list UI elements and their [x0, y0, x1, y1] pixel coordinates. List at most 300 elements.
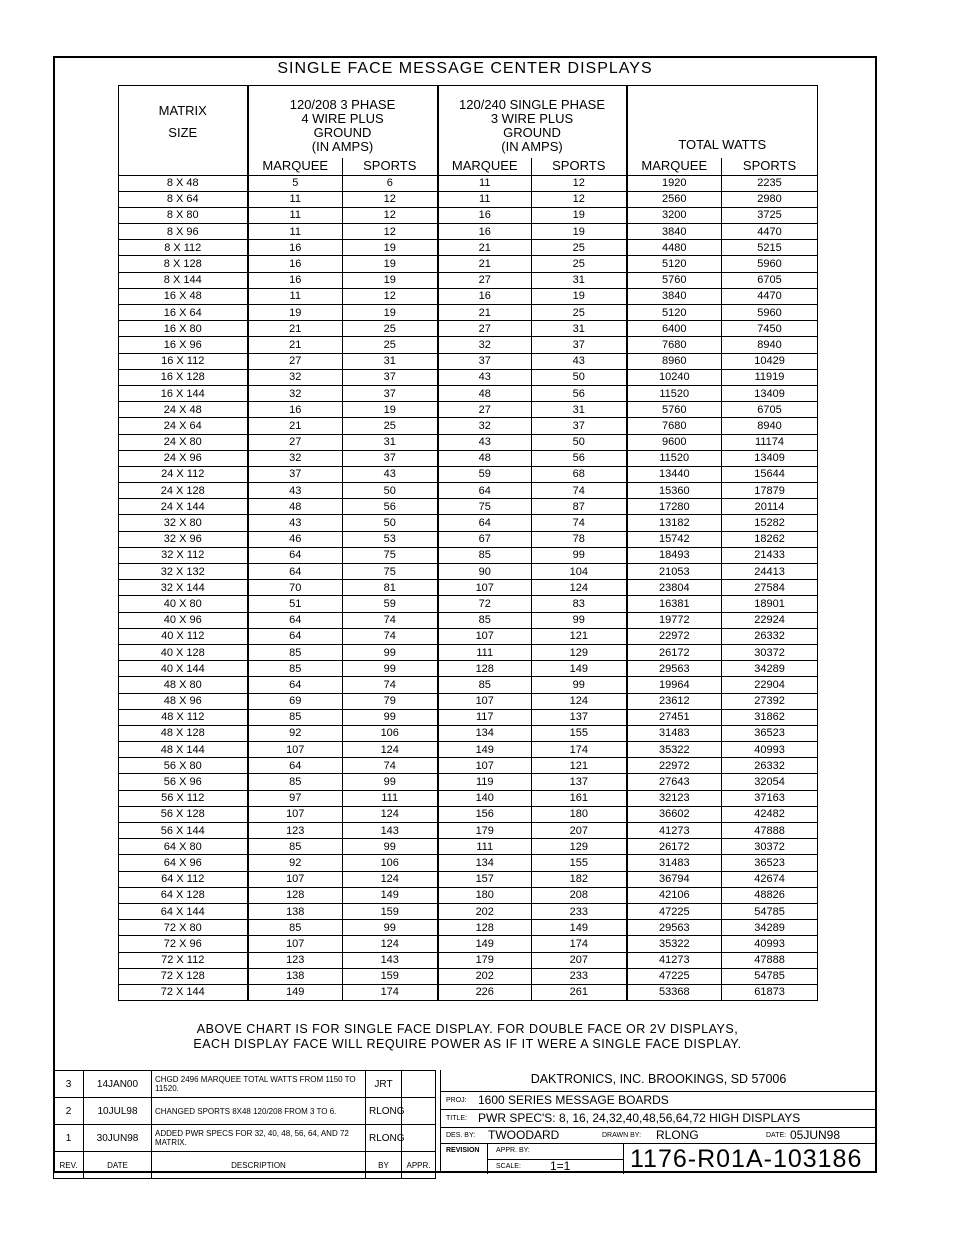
value-cell: 19	[343, 240, 438, 256]
value-cell: 13409	[722, 385, 818, 401]
value-cell: 107	[438, 628, 532, 644]
matrix-size-cell: 32 X 112	[119, 547, 248, 563]
value-cell: 149	[248, 984, 343, 1000]
value-cell: 3840	[627, 288, 722, 304]
table-row	[119, 483, 818, 499]
value-cell: 34289	[722, 920, 818, 936]
value-cell: 61873	[722, 984, 818, 1000]
value-cell: 124	[532, 580, 627, 596]
value-cell: 50	[343, 483, 438, 499]
value-cell: 12	[343, 191, 438, 207]
matrix-size-cell: 64 X 112	[119, 871, 248, 887]
value-cell: 15282	[722, 515, 818, 531]
value-cell: 32	[248, 450, 343, 466]
value-cell: 36602	[627, 806, 722, 822]
value-cell: 87	[532, 499, 627, 515]
matrix-size-cell: 48 X 96	[119, 693, 248, 709]
value-cell: 81	[343, 580, 438, 596]
value-cell: 149	[438, 936, 532, 952]
value-cell: 149	[532, 661, 627, 677]
value-cell: 27	[438, 402, 532, 418]
value-cell: 12	[532, 175, 627, 191]
value-cell: 3725	[722, 207, 818, 223]
value-cell: 90	[438, 564, 532, 580]
matrix-size-header: MATRIX SIZE	[119, 86, 248, 158]
table-row	[119, 709, 818, 725]
matrix-size-cell: 16 X 144	[119, 385, 248, 401]
matrix-size-cell: 8 X 144	[119, 272, 248, 288]
value-cell: 161	[532, 790, 627, 806]
value-cell: 97	[248, 790, 343, 806]
table-row	[119, 175, 818, 191]
table-row	[119, 774, 818, 790]
value-cell: 104	[532, 564, 627, 580]
value-cell: 40993	[722, 936, 818, 952]
value-cell: 11520	[627, 385, 722, 401]
value-cell: 124	[532, 693, 627, 709]
value-cell: 32	[248, 385, 343, 401]
value-cell: 19964	[627, 677, 722, 693]
table-row	[119, 790, 818, 806]
value-cell: 85	[248, 644, 343, 660]
value-cell: 36523	[722, 855, 818, 871]
value-cell: 56	[532, 385, 627, 401]
value-cell: 32	[248, 369, 343, 385]
table-row	[119, 693, 818, 709]
title-block: DAKTRONICS, INC. BROOKINGS, SD 57006 PROJ: 1600 SERIES MESSAGE BOARDS TITLE: PWR SPEC'S: 8, 16, 24,32,40,48,56,64,72 HIGH DISPLAYS DES. BY: TWOODARD DRAWN BY: RLONG DATE: 05JUN98 REVISION APPR. BY: SCALE: 1=1 1176-R01A-103186	[440, 1070, 877, 1173]
value-cell: 31483	[627, 725, 722, 741]
value-cell: 31	[343, 434, 438, 450]
value-cell: 25	[343, 321, 438, 337]
table-row	[119, 272, 818, 288]
revision-appr	[402, 1098, 436, 1125]
value-cell: 16	[248, 272, 343, 288]
value-cell: 31	[343, 353, 438, 369]
value-cell: 5120	[627, 256, 722, 272]
value-cell: 16	[438, 288, 532, 304]
value-cell: 70	[248, 580, 343, 596]
table-row	[119, 725, 818, 741]
table-row	[119, 903, 818, 919]
value-cell: 138	[248, 903, 343, 919]
value-cell: 92	[248, 855, 343, 871]
value-cell: 117	[438, 709, 532, 725]
value-cell: 50	[532, 434, 627, 450]
value-cell: 121	[532, 628, 627, 644]
value-cell: 74	[343, 628, 438, 644]
value-cell: 23804	[627, 580, 722, 596]
value-cell: 16	[438, 224, 532, 240]
value-cell: 5760	[627, 272, 722, 288]
value-cell: 19	[532, 224, 627, 240]
matrix-size-cell: 8 X 48	[119, 175, 248, 191]
value-cell: 54785	[722, 903, 818, 919]
value-cell: 107	[248, 806, 343, 822]
value-cell: 208	[532, 887, 627, 903]
table-row	[119, 596, 818, 612]
date-header: DATE	[84, 1152, 152, 1179]
value-cell: 85	[438, 677, 532, 693]
value-cell: 134	[438, 725, 532, 741]
value-cell: 64	[248, 564, 343, 580]
value-cell: 27	[248, 434, 343, 450]
table-row	[119, 240, 818, 256]
revision-by: RLONG	[366, 1125, 402, 1152]
table-row	[119, 952, 818, 968]
value-cell: 5760	[627, 402, 722, 418]
value-cell: 22904	[722, 677, 818, 693]
value-cell: 2235	[722, 175, 818, 191]
value-cell: 18262	[722, 531, 818, 547]
value-cell: 32054	[722, 774, 818, 790]
value-cell: 31	[532, 272, 627, 288]
value-cell: 42482	[722, 806, 818, 822]
value-cell: 50	[532, 369, 627, 385]
matrix-size-cell: 40 X 144	[119, 661, 248, 677]
value-cell: 106	[343, 855, 438, 871]
value-cell: 43	[532, 353, 627, 369]
revision-row	[54, 1125, 436, 1152]
matrix-size-cell: 72 X 80	[119, 920, 248, 936]
value-cell: 21053	[627, 564, 722, 580]
table-row	[119, 564, 818, 580]
matrix-size-cell: 48 X 128	[119, 725, 248, 741]
value-cell: 27	[438, 272, 532, 288]
table-row	[119, 531, 818, 547]
value-cell: 16	[248, 256, 343, 272]
drawing-title: PWR SPEC'S: 8, 16, 24,32,40,48,56,64,72 HIGH DISPLAYS	[478, 1111, 801, 1125]
value-cell: 29563	[627, 661, 722, 677]
matrix-size-cell: 8 X 128	[119, 256, 248, 272]
total-watts-header: TOTAL WATTS	[627, 86, 818, 158]
value-cell: 119	[438, 774, 532, 790]
value-cell: 54785	[722, 968, 818, 984]
value-cell: 36794	[627, 871, 722, 887]
value-cell: 182	[532, 871, 627, 887]
value-cell: 174	[532, 936, 627, 952]
value-cell: 137	[532, 774, 627, 790]
value-cell: 19	[343, 305, 438, 321]
value-cell: 72	[438, 596, 532, 612]
value-cell: 48826	[722, 887, 818, 903]
value-cell: 124	[343, 742, 438, 758]
value-cell: 180	[438, 887, 532, 903]
value-cell: 75	[343, 547, 438, 563]
matrix-size-cell: 32 X 144	[119, 580, 248, 596]
table-row	[119, 823, 818, 839]
power-spec-table	[118, 85, 818, 1001]
value-cell: 47888	[722, 823, 818, 839]
value-cell: 261	[532, 984, 627, 1000]
value-cell: 5215	[722, 240, 818, 256]
value-cell: 11	[438, 175, 532, 191]
value-cell: 202	[438, 903, 532, 919]
table-row	[119, 920, 818, 936]
value-cell: 106	[343, 725, 438, 741]
value-cell: 123	[248, 823, 343, 839]
matrix-size-cell: 48 X 80	[119, 677, 248, 693]
value-cell: 7450	[722, 321, 818, 337]
matrix-size-cell: 40 X 128	[119, 644, 248, 660]
value-cell: 47225	[627, 903, 722, 919]
value-cell: 13440	[627, 466, 722, 482]
matrix-size-cell: 16 X 112	[119, 353, 248, 369]
value-cell: 59	[343, 596, 438, 612]
value-cell: 180	[532, 806, 627, 822]
value-cell: 35322	[627, 936, 722, 952]
value-cell: 107	[248, 871, 343, 887]
value-cell: 157	[438, 871, 532, 887]
value-cell: 37	[343, 450, 438, 466]
value-cell: 27	[438, 321, 532, 337]
value-cell: 59	[438, 466, 532, 482]
value-cell: 15644	[722, 466, 818, 482]
value-cell: 128	[248, 887, 343, 903]
value-cell: 3840	[627, 224, 722, 240]
matrix-size-cell: 24 X 112	[119, 466, 248, 482]
value-cell: 43	[438, 434, 532, 450]
value-cell: 85	[248, 774, 343, 790]
value-cell: 30372	[722, 839, 818, 855]
scale-value: 1=1	[550, 1159, 571, 1173]
value-cell: 53	[343, 531, 438, 547]
table-row	[119, 466, 818, 482]
value-cell: 11	[438, 191, 532, 207]
table-row	[119, 677, 818, 693]
matrix-size-cell: 32 X 132	[119, 564, 248, 580]
value-cell: 19	[343, 256, 438, 272]
value-cell: 2980	[722, 191, 818, 207]
value-cell: 22924	[722, 612, 818, 628]
value-cell: 35322	[627, 742, 722, 758]
value-cell: 37	[532, 337, 627, 353]
table-row	[119, 337, 818, 353]
value-cell: 23612	[627, 693, 722, 709]
revision-appr	[402, 1125, 436, 1152]
matrix-size-cell: 64 X 80	[119, 839, 248, 855]
value-cell: 137	[532, 709, 627, 725]
matrix-size-cell: 16 X 80	[119, 321, 248, 337]
value-cell: 19	[343, 272, 438, 288]
matrix-size-cell: 40 X 80	[119, 596, 248, 612]
value-cell: 74	[532, 483, 627, 499]
matrix-size-cell: 8 X 64	[119, 191, 248, 207]
value-cell: 11	[248, 288, 343, 304]
value-cell: 179	[438, 823, 532, 839]
matrix-size-cell: 48 X 112	[119, 709, 248, 725]
value-cell: 11	[248, 191, 343, 207]
table-row	[119, 369, 818, 385]
table-row	[119, 288, 818, 304]
value-cell: 140	[438, 790, 532, 806]
table-row	[119, 547, 818, 563]
table-row	[119, 207, 818, 223]
table-row	[119, 450, 818, 466]
matrix-size-cell: 72 X 128	[119, 968, 248, 984]
value-cell: 21	[438, 305, 532, 321]
value-cell: 64	[248, 677, 343, 693]
drawing-number: 1176-R01A-103186	[630, 1145, 863, 1173]
revision-row	[54, 1098, 436, 1125]
value-cell: 48	[248, 499, 343, 515]
table-row	[119, 887, 818, 903]
value-cell: 21	[248, 337, 343, 353]
revision-desc: ADDED PWR SPECS FOR 32, 40, 48, 56, 64, AND 72 MATRIX.	[152, 1125, 366, 1152]
table-row	[119, 968, 818, 984]
value-cell: 51	[248, 596, 343, 612]
value-cell: 43	[248, 515, 343, 531]
matrix-size-cell: 56 X 144	[119, 823, 248, 839]
value-cell: 79	[343, 693, 438, 709]
marquee-header: MARQUEE	[627, 158, 722, 176]
value-cell: 10240	[627, 369, 722, 385]
value-cell: 37	[248, 466, 343, 482]
value-cell: 31483	[627, 855, 722, 871]
value-cell: 50	[343, 515, 438, 531]
table-row	[119, 515, 818, 531]
value-cell: 207	[532, 823, 627, 839]
value-cell: 75	[343, 564, 438, 580]
value-cell: 5120	[627, 305, 722, 321]
table-row	[119, 742, 818, 758]
value-cell: 149	[343, 887, 438, 903]
value-cell: 8940	[722, 418, 818, 434]
value-cell: 41273	[627, 952, 722, 968]
value-cell: 13182	[627, 515, 722, 531]
value-cell: 64	[248, 612, 343, 628]
value-cell: 25	[532, 256, 627, 272]
table-row	[119, 628, 818, 644]
marquee-header: MARQUEE	[438, 158, 532, 176]
by-header: BY	[366, 1152, 402, 1179]
value-cell: 78	[532, 531, 627, 547]
value-cell: 11174	[722, 434, 818, 450]
value-cell: 5960	[722, 305, 818, 321]
value-cell: 124	[343, 871, 438, 887]
matrix-size-cell: 64 X 144	[119, 903, 248, 919]
revision-by: JRT	[366, 1071, 402, 1098]
matrix-size-cell: 64 X 96	[119, 855, 248, 871]
value-cell: 43	[248, 483, 343, 499]
value-cell: 12	[343, 288, 438, 304]
matrix-size-cell: 40 X 112	[119, 628, 248, 644]
group-120-240-header: 120/240 SINGLE PHASE 3 WIRE PLUS GROUND (IN AMPS)	[438, 86, 627, 158]
value-cell: 107	[438, 758, 532, 774]
value-cell: 19	[343, 402, 438, 418]
value-cell: 99	[343, 839, 438, 855]
value-cell: 85	[248, 709, 343, 725]
table-row	[119, 612, 818, 628]
value-cell: 143	[343, 823, 438, 839]
matrix-size-cell: 8 X 112	[119, 240, 248, 256]
value-cell: 27643	[627, 774, 722, 790]
value-cell: 22972	[627, 758, 722, 774]
table-row	[119, 936, 818, 952]
value-cell: 40993	[722, 742, 818, 758]
value-cell: 111	[438, 644, 532, 660]
table-row	[119, 871, 818, 887]
matrix-size-cell: 16 X 64	[119, 305, 248, 321]
matrix-size-cell: 16 X 96	[119, 337, 248, 353]
value-cell: 56	[532, 450, 627, 466]
value-cell: 11	[248, 207, 343, 223]
matrix-size-cell: 16 X 48	[119, 288, 248, 304]
value-cell: 17879	[722, 483, 818, 499]
value-cell: 43	[343, 466, 438, 482]
value-cell: 99	[343, 774, 438, 790]
matrix-size-cell: 16 X 128	[119, 369, 248, 385]
matrix-size-cell: 32 X 80	[119, 515, 248, 531]
value-cell: 233	[532, 903, 627, 919]
value-cell: 25	[532, 240, 627, 256]
value-cell: 24413	[722, 564, 818, 580]
value-cell: 111	[438, 839, 532, 855]
value-cell: 64	[438, 515, 532, 531]
value-cell: 159	[343, 968, 438, 984]
value-cell: 143	[343, 952, 438, 968]
value-cell: 36523	[722, 725, 818, 741]
value-cell: 25	[343, 418, 438, 434]
value-cell: 155	[532, 855, 627, 871]
table-row	[119, 434, 818, 450]
value-cell: 149	[532, 920, 627, 936]
table-row	[119, 499, 818, 515]
designed-by: TWOODARD	[488, 1128, 560, 1142]
value-cell: 156	[438, 806, 532, 822]
page-title: SINGLE FACE MESSAGE CENTER DISPLAYS	[277, 60, 653, 77]
value-cell: 18493	[627, 547, 722, 563]
value-cell: 85	[248, 920, 343, 936]
value-cell: 74	[343, 612, 438, 628]
value-cell: 99	[343, 661, 438, 677]
matrix-size-cell: 64 X 128	[119, 887, 248, 903]
revision-row	[54, 1071, 436, 1098]
value-cell: 16	[248, 240, 343, 256]
value-cell: 26172	[627, 839, 722, 855]
value-cell: 138	[248, 968, 343, 984]
matrix-size-cell: 24 X 48	[119, 402, 248, 418]
value-cell: 107	[248, 742, 343, 758]
matrix-size-cell: 72 X 96	[119, 936, 248, 952]
value-cell: 4470	[722, 224, 818, 240]
value-cell: 2560	[627, 191, 722, 207]
value-cell: 1920	[627, 175, 722, 191]
value-cell: 19	[248, 305, 343, 321]
value-cell: 15360	[627, 483, 722, 499]
matrix-size-cell: 24 X 144	[119, 499, 248, 515]
value-cell: 233	[532, 968, 627, 984]
value-cell: 48	[438, 450, 532, 466]
revision-rev: 2	[54, 1098, 84, 1125]
matrix-size-cell: 32 X 96	[119, 531, 248, 547]
value-cell: 56	[343, 499, 438, 515]
value-cell: 21433	[722, 547, 818, 563]
table-row	[119, 224, 818, 240]
description-header: DESCRIPTION	[152, 1152, 366, 1179]
value-cell: 85	[438, 612, 532, 628]
value-cell: 64	[248, 628, 343, 644]
rev-header: REV.	[54, 1152, 84, 1179]
value-cell: 20114	[722, 499, 818, 515]
value-cell: 107	[438, 693, 532, 709]
value-cell: 124	[343, 936, 438, 952]
value-cell: 74	[343, 677, 438, 693]
matrix-size-cell: 40 X 96	[119, 612, 248, 628]
value-cell: 18901	[722, 596, 818, 612]
value-cell: 37163	[722, 790, 818, 806]
value-cell: 34289	[722, 661, 818, 677]
value-cell: 30372	[722, 644, 818, 660]
